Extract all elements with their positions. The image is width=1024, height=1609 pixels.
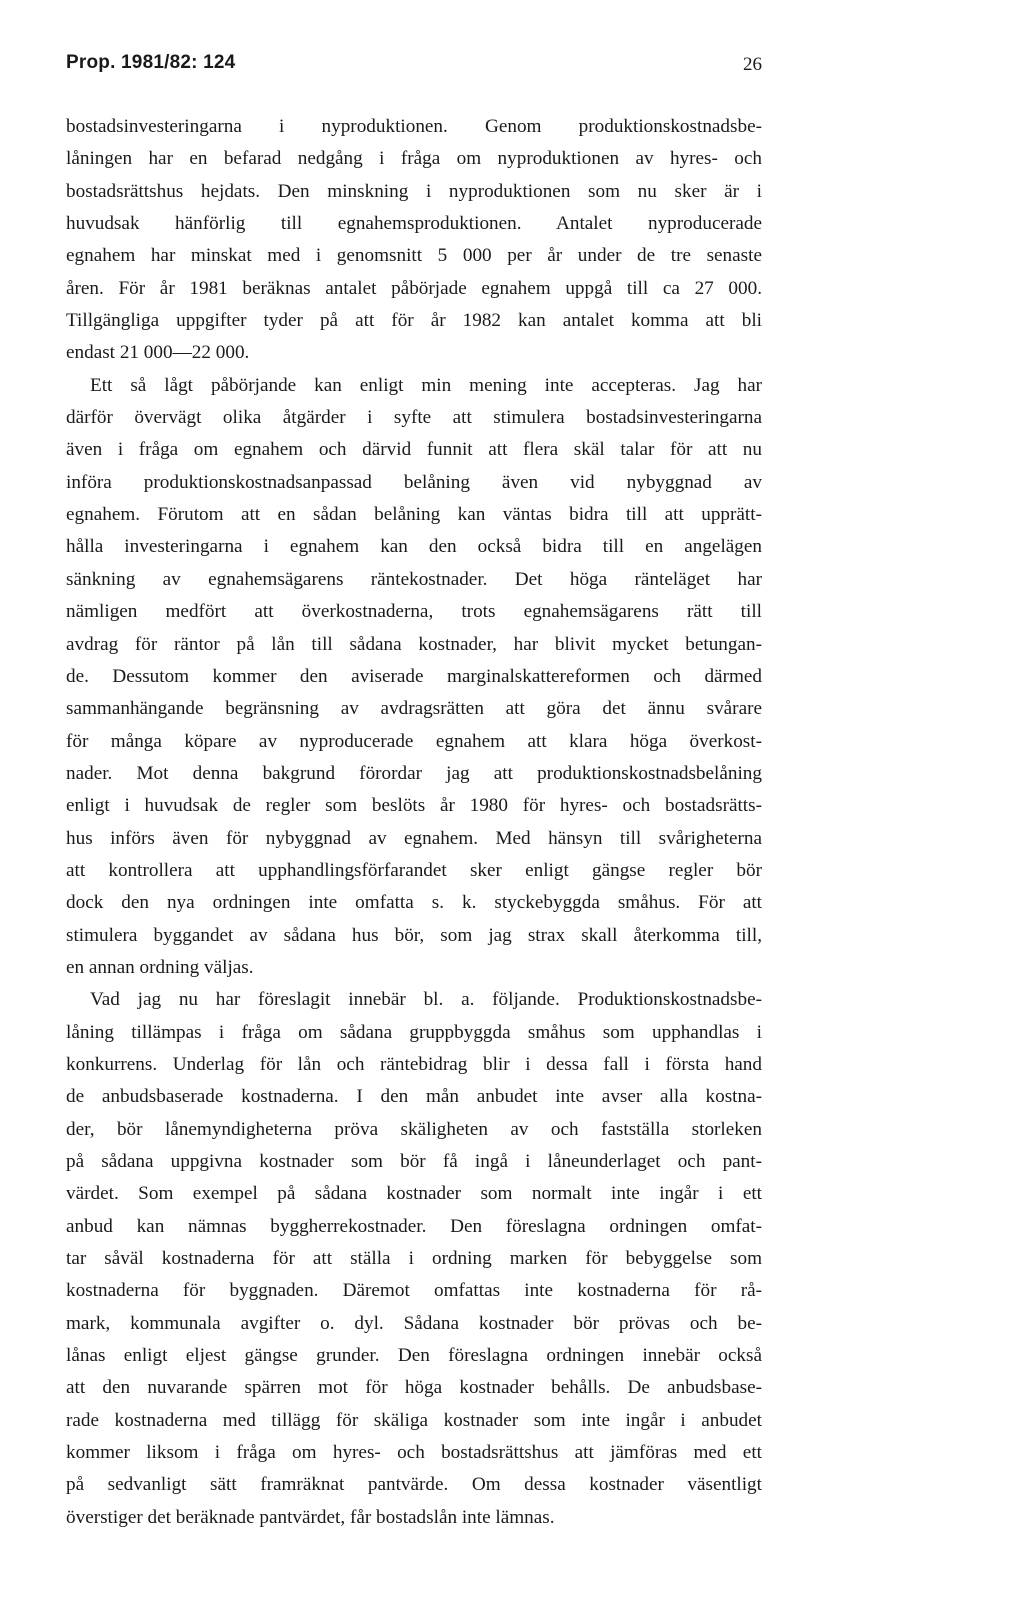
- text-line: en annan ordning väljas.: [66, 956, 254, 978]
- text-line: på sådana uppgivna kostnader som bör få ingå i låneunderlaget och pant-: [66, 1151, 762, 1172]
- text-line: låningen har en befarad nedgång i fråga om nyproduktionen av hyres- och: [66, 148, 762, 170]
- text-line: endast 21 000—22 000.: [66, 342, 250, 364]
- page-number: 26: [743, 54, 762, 75]
- text-line: hus införs även för nybyggnad av egnahem. Med hänsyn till svårigheterna: [66, 827, 762, 849]
- text-line: införa produktionskostnadsanpassad belåning även vid nybyggnad av: [66, 471, 762, 493]
- text-line: för många köpare av nyproducerade egnahem att klara höga överkost-: [66, 730, 762, 752]
- text-line: anbud kan nämnas byggherrekostnader. Den föreslagna ordningen omfat-: [66, 1215, 762, 1237]
- text-line: der, bör lånemyndigheterna pröva skäligheten av och fastställa storleken: [66, 1118, 762, 1140]
- text-line: även i fråga om egnahem och därvid funnit att flera skäl talar för att nu: [66, 439, 762, 461]
- text-line: de anbudsbaserade kostnaderna. I den mån anbudet inte avser alla kostna-: [66, 1086, 762, 1108]
- text-line: sammanhängande begränsning av avdragsrätten att göra det ännu svårare: [66, 698, 762, 720]
- text-line: avdrag för räntor på lån till sådana kostnader, har blivit mycket betungan-: [66, 633, 762, 655]
- text-line: på sedvanligt sätt framräknat pantvärde. Om dessa kostnader väsentligt: [66, 1474, 762, 1496]
- text-line: enligt i huvudsak de regler som beslöts år 1980 för hyres- och bostadsrätts-: [66, 795, 762, 817]
- text-line: stimulera byggandet av sådana hus bör, som jag strax skall återkomma till,: [66, 924, 762, 946]
- text-line: mark, kommunala avgifter o. dyl. Sådana kostnader bör prövas och be-: [66, 1312, 762, 1334]
- text-line: bostadsrättshus hejdats. Den minskning i nyproduktionen som nu sker är i: [66, 180, 762, 202]
- paragraph: [66, 111, 762, 370]
- text-line: bostadsinvesteringarna i nyproduktionen. Genom produktionskostnadsbe-: [66, 116, 762, 137]
- text-line: överstiger det beräknade pantvärdet, får bostadslån inte lämnas.: [66, 1506, 555, 1528]
- text-line: värdet. Som exempel på sådana kostnader som normalt inte ingår i ett: [66, 1183, 762, 1205]
- text-line: lånas enligt eljest gängse grunder. Den föreslagna ordningen innebär också: [66, 1345, 762, 1367]
- text-line: egnahem har minskat med i genomsnitt 5 000 per år under de tre senaste: [66, 245, 762, 267]
- text-line: egnahem. Förutom att en sådan belåning kan väntas bidra till att upprätt-: [66, 504, 762, 526]
- text-line: att kontrollera att upphandlingsförfarandet sker enligt gängse regler bör: [66, 859, 762, 881]
- page-header: [66, 52, 762, 82]
- text-line: att den nuvarande spärren mot för höga kostnader behålls. De anbudsbase-: [66, 1377, 762, 1399]
- text-line: hålla investeringarna i egnahem kan den också bidra till en angelägen: [66, 536, 762, 558]
- document-reference: Prop. 1981/82: 124: [66, 52, 236, 73]
- text-line: de. Dessutom kommer den aviserade marginalskattereformen och därmed: [66, 665, 762, 687]
- text-line: Tillgängliga uppgifter tyder på att för år 1982 kan antalet komma att bli: [66, 310, 762, 332]
- text-line: nader. Mot denna bakgrund förordar jag att produktionskostnadsbelåning: [66, 762, 762, 784]
- text-line: rade kostnaderna med tillägg för skäliga kostnader som inte ingår i anbudet: [66, 1409, 762, 1431]
- text-line: dock den nya ordningen inte omfatta s. k. styckebyggda småhus. För att: [66, 892, 762, 914]
- paragraph: [66, 984, 762, 1534]
- paragraph: [66, 370, 762, 985]
- text-line: Ett så lågt påbörjande kan enligt min mening inte accepteras. Jag har: [90, 374, 762, 396]
- text-line: kostnaderna för byggnaden. Däremot omfattas inte kostnaderna för rå-: [66, 1280, 762, 1302]
- text-line: Vad jag nu har föreslagit innebär bl. a. följande. Produktionskostnadsbe-: [90, 989, 762, 1011]
- text-line: låning tillämpas i fråga om sådana gruppbyggda småhus som upphandlas i: [66, 1021, 762, 1043]
- text-line: kommer liksom i fråga om hyres- och bostadsrättshus att jämföras med ett: [66, 1442, 762, 1464]
- body-text: [66, 111, 762, 1534]
- text-line: sänkning av egnahemsägarens räntekostnader. Det höga ränteläget har: [66, 568, 762, 590]
- text-line: nämligen medfört att överkostnaderna, trots egnahemsägarens rätt till: [66, 601, 762, 623]
- text-line: konkurrens. Underlag för lån och räntebidrag blir i dessa fall i första hand: [66, 1053, 762, 1075]
- text-line: huvudsak hänförlig till egnahemsproduktionen. Antalet nyproducerade: [66, 213, 762, 235]
- text-line: åren. För år 1981 beräknas antalet påbörjade egnahem uppgå till ca 27 000.: [66, 277, 762, 299]
- text-line: tar såväl kostnaderna för att ställa i ordning marken för bebyggelse som: [66, 1248, 762, 1270]
- text-line: därför övervägt olika åtgärder i syfte att stimulera bostadsinvesteringarna: [66, 407, 762, 429]
